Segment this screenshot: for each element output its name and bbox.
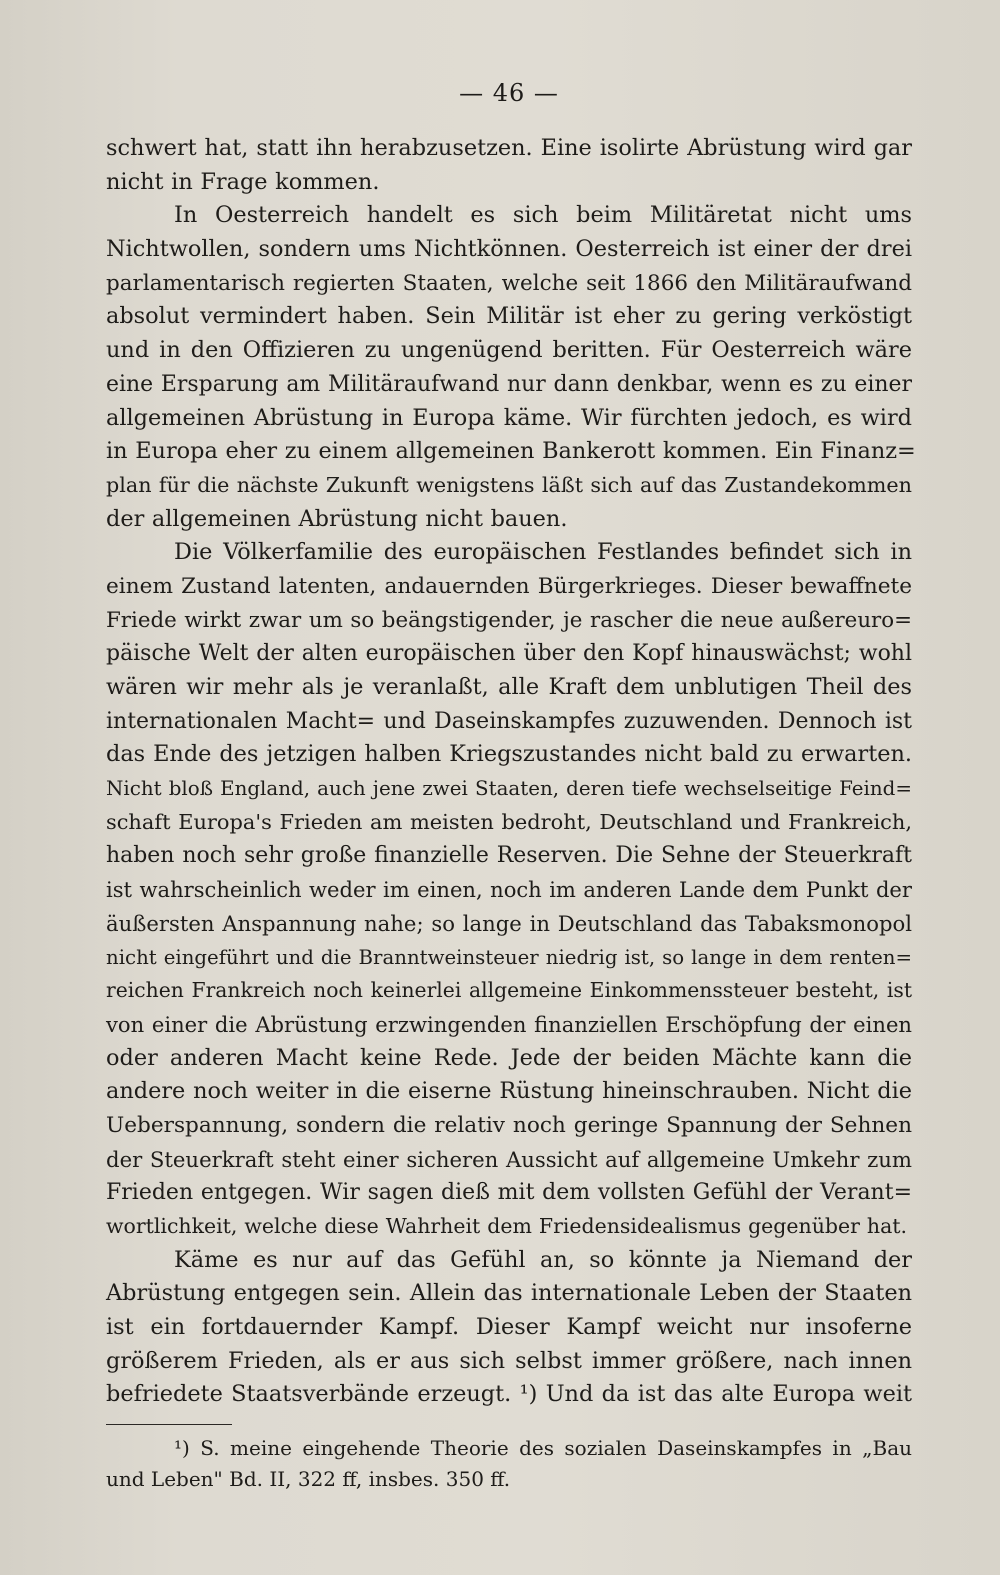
text-line: internationalen Macht= und Daseinskampfes zuzuwenden. Dennoch ist xyxy=(106,708,912,734)
footnote-divider xyxy=(106,1424,232,1425)
text-line: ist wahrscheinlich weder im einen, noch im anderen Lande dem Punkt der xyxy=(106,877,912,903)
text-line: der Steuerkraft steht einer sicheren Aussicht auf allgemeine Umkehr zum xyxy=(106,1146,912,1172)
footnote xyxy=(106,1433,912,1495)
text-line: befriedete Staatsverbände erzeugt. ¹) Und da ist das alte Europa weit xyxy=(106,1381,912,1408)
text-line: äußersten Anspannung nahe; so lange in Deutschland das Tabaksmonopol xyxy=(106,910,912,936)
text-line: nicht in Frage kommen. xyxy=(106,168,380,195)
paragraph-2 xyxy=(106,199,916,536)
text-line: Ueberspannung, sondern die relativ noch geringe Spannung der Sehnen xyxy=(106,1112,912,1138)
text-line: Nichtwollen, sondern ums Nichtkönnen. Oesterreich ist einer der drei xyxy=(106,236,912,263)
text-line: der allgemeinen Abrüstung nicht bauen. xyxy=(106,505,568,532)
footnote-line: und Leben" Bd. II, 322 ff, insbes. 350 ff. xyxy=(106,1467,511,1492)
text-line: oder anderen Macht keine Rede. Jede der beiden Mächte kann die xyxy=(106,1044,912,1071)
text-line: wären wir mehr als je veranlaßt, alle Kraft dem unblutigen Theil des xyxy=(106,674,912,700)
text-line: allgemeinen Abrüstung in Europa käme. Wir fürchten jedoch, es wird xyxy=(106,404,912,431)
text-line: eine Ersparung am Militäraufwand nur dann denkbar, wenn es zu einer xyxy=(106,371,912,397)
paragraph-1 xyxy=(106,132,912,199)
paragraph-3 xyxy=(106,536,912,1243)
text-line: schaft Europa's Frieden am meisten bedroht, Deutschland und Frankreich, xyxy=(106,809,912,834)
text-line: ist ein fortdauernder Kampf. Dieser Kampf weicht nur insoferne xyxy=(106,1314,912,1341)
text-line: von einer die Abrüstung erzwingenden finanziellen Erschöpfung der einen xyxy=(106,1011,912,1037)
text-line: absolut vermindert haben. Sein Militär ist eher zu gering verköstigt xyxy=(106,303,912,330)
text-line: Abrüstung entgegen sein. Allein das internationale Leben der Staaten xyxy=(106,1280,912,1307)
text-line: Käme es nur auf das Gefühl an, so könnte ja Niemand der xyxy=(174,1246,912,1273)
text-line: Friede wirkt zwar um so beängstigender, je rascher die neue außereuro= xyxy=(106,607,912,633)
text-line: schwert hat, statt ihn herabzusetzen. Eine isolirte Abrüstung wird gar xyxy=(106,135,912,161)
text-line: Frieden entgegen. Wir sagen dieß mit dem vollsten Gefühl der Verant= xyxy=(106,1180,912,1206)
text-line: Die Völkerfamilie des europäischen Festlandes befindet sich in xyxy=(174,539,912,566)
text-line: einem Zustand latenten, andauernden Bürgerkrieges. Dieser bewaffnete xyxy=(106,573,912,599)
text-line: größerem Frieden, als er aus sich selbst immer größere, nach innen xyxy=(106,1347,912,1374)
text-line: das Ende des jetzigen halben Kriegszustandes nicht bald zu erwarten. xyxy=(106,741,912,768)
text-line: reichen Frankreich noch keinerlei allgemeine Einkommenssteuer besteht, ist xyxy=(106,978,912,1003)
text-line: Nicht bloß England, auch jene zwei Staaten, deren tiefe wechselseitige Feind= xyxy=(106,777,912,801)
text-line: wortlichkeit, welche diese Wahrheit dem Friedensidealismus gegenüber hat. xyxy=(106,1214,908,1238)
body-text xyxy=(106,132,916,1412)
page-number: — 46 — xyxy=(459,79,559,107)
footnote-line: ¹) S. meine eingehende Theorie des sozialen Daseinskampfes in „Bau xyxy=(174,1436,912,1461)
text-line: andere noch weiter in die eiserne Rüstung hineinschrauben. Nicht die xyxy=(106,1078,912,1105)
text-line: haben noch sehr große finanzielle Reserven. Die Sehne der Steuerkraft xyxy=(106,843,912,869)
text-line: nicht eingeführt und die Branntweinsteuer niedrig ist, so lange in dem renten= xyxy=(106,945,912,969)
text-line: In Oesterreich handelt es sich beim Militäretat nicht ums xyxy=(174,202,912,229)
text-line: päische Welt der alten europäischen über den Kopf hinauswächst; wohl xyxy=(106,641,912,667)
paragraph-4 xyxy=(106,1244,912,1412)
text-line: in Europa eher zu einem allgemeinen Bankerott kommen. Ein Finanz= xyxy=(106,438,916,465)
text-line: und in den Offizieren zu ungenügend beritten. Für Oesterreich wäre xyxy=(106,337,912,364)
text-line: parlamentarisch regierten Staaten, welche seit 1866 den Militäraufwand xyxy=(106,270,912,296)
text-line: plan für die nächste Zukunft wenigstens läßt sich auf das Zustandekommen xyxy=(106,472,912,497)
